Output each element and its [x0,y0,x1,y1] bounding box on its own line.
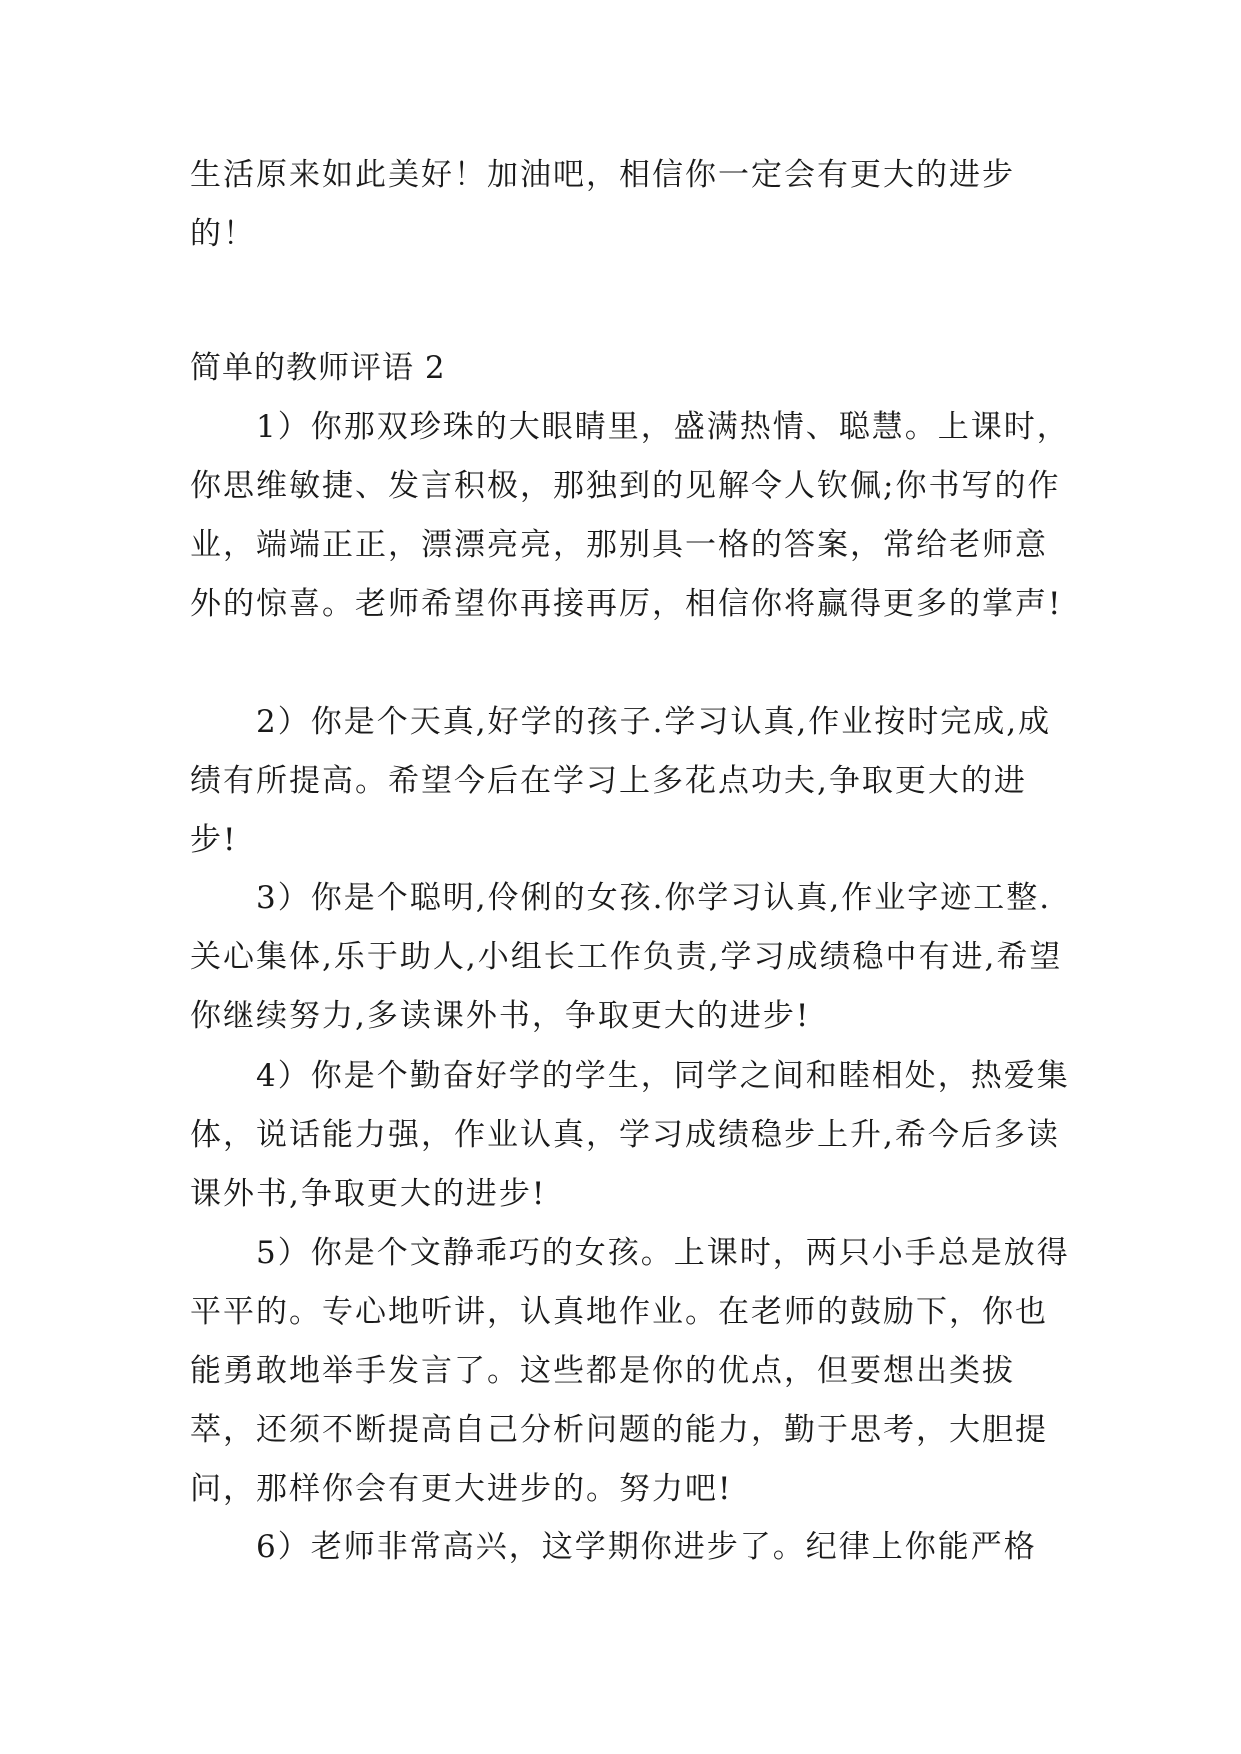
comment-paragraph-1: 1）你那双珍珠的大眼睛里，盛满热情、聪慧。上课时，你思维敏捷、发言积极，那独到的见解令人钦佩;你书写的作业，端端正正，漂漂亮亮，那别具一格的答案，常给老师意外的惊喜。老师希望你再接再厉，相信你将赢得更多的掌声! [190,409,1070,622]
comment-paragraph-2: 2）你是个天真,好学的孩子.学习认真,作业按时完成,成绩有所提高。希望今后在学习上多花点功夫,争取更大的进步! [190,704,1052,858]
comment-paragraph-4: 4）你是个勤奋好学的学生，同学之间和睦相处，热爱集体，说话能力强，作业认真，学习成绩稳步上升,希今后多读课外书,争取更大的进步! [190,1058,1070,1212]
comment-paragraph-5: 5）你是个文静乖巧的女孩。上课时，两只小手总是放得平平的。专心地听讲，认真地作业。在老师的鼓励下，你也能勇敢地举手发言了。这些都是你的优点，但要想出类拔萃，还须不断提高自己分析问题的能力，勤于思考，大胆提问，那样你会有更大进步的。努力吧! [190,1235,1070,1507]
comment-paragraph-6: 6）老师非常高兴，这学期你进步了。纪律上你能严格 [256,1529,1037,1565]
comment-paragraph-3: 3）你是个聪明,伶俐的女孩.你学习认真,作业字迹工整.关心集体,乐于助人,小组长工作负责,学习成绩稳中有进,希望你继续努力,多读课外书，争取更大的进步! [190,880,1063,1034]
continuation-paragraph: 生活原来如此美好！加油吧，相信你一定会有更大的进步的！ [190,157,1015,252]
section-title: 简单的教师评语 2 [190,350,446,386]
